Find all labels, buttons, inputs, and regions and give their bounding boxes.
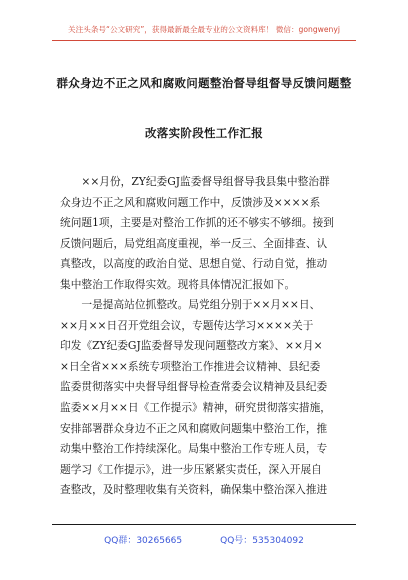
text-line: 安排部署群众身边不正之风和腐败问题集中整治工作，推 xyxy=(60,421,328,435)
paragraph-1 xyxy=(60,172,352,295)
text-line: 众身边不正之风和腐败问题工作中，反馈涉及××××系 xyxy=(60,195,321,209)
footer-divider xyxy=(52,524,356,525)
text-line: ××月份，ZY纪委GJ监委督导组督导我县集中整治群 xyxy=(60,175,330,188)
text-line: 监委贯彻落实中央督导组督导检查常委会议精神及县纪委 xyxy=(60,380,328,394)
text-line: 印发《ZY纪委GJ监委督导发现问题整改方案》、××月× xyxy=(60,339,323,353)
footer-qq-group: QQ群：30265665 xyxy=(104,536,183,546)
document-body xyxy=(60,172,352,501)
text-line: 题学习《工作提示》，进一步压紧紧实责任，深入开展自 xyxy=(60,462,322,476)
text-line: 动集中整治工作持续深化。局集中整治工作专班人员，专 xyxy=(60,442,328,456)
header-divider xyxy=(52,40,356,41)
text-line: 统问题1项，主要是对整治工作抓的还不够实不够细。接到 xyxy=(60,216,334,230)
header-banner: 关注头条号“公文研究”，获得最新最全最专业的公文资料库！ 微信：gongwenyj xyxy=(68,25,340,34)
text-line: 真整改，以高度的政治自觉、思想自觉、行动自觉，推动 xyxy=(60,257,328,271)
text-line: 监委××月××日《工作提示》精神，研究贯彻落实措施， xyxy=(60,401,331,415)
text-line: 一是提高站位抓整改。局党组分别于××月××日、 xyxy=(60,298,321,312)
text-line: ×日全省×××系统专项整治工作推进会议精神、县纪委 xyxy=(60,359,321,373)
footer-qq-number: QQ号：535304092 xyxy=(220,536,304,546)
text-line: 反馈问题后，局党组高度重视，举一反三、全面排查、认 xyxy=(60,236,328,250)
text-line: 集中整治工作取得实效。现将具体情况汇报如下。 xyxy=(60,277,296,291)
document-title-line-2: 改落实阶段性工作汇报 xyxy=(145,126,263,140)
text-line: 查整改，及时整理收集有关资料，确保集中整治深入推进 xyxy=(60,483,328,497)
footer xyxy=(0,533,408,546)
text-line: ××月××日召开党组会议，专题传达学习××××关于 xyxy=(60,318,314,332)
paragraph-2 xyxy=(60,295,352,500)
document-title-line-1: 群众身边不正之风和腐败问题整治督导组督导反馈问题整 xyxy=(56,76,352,90)
